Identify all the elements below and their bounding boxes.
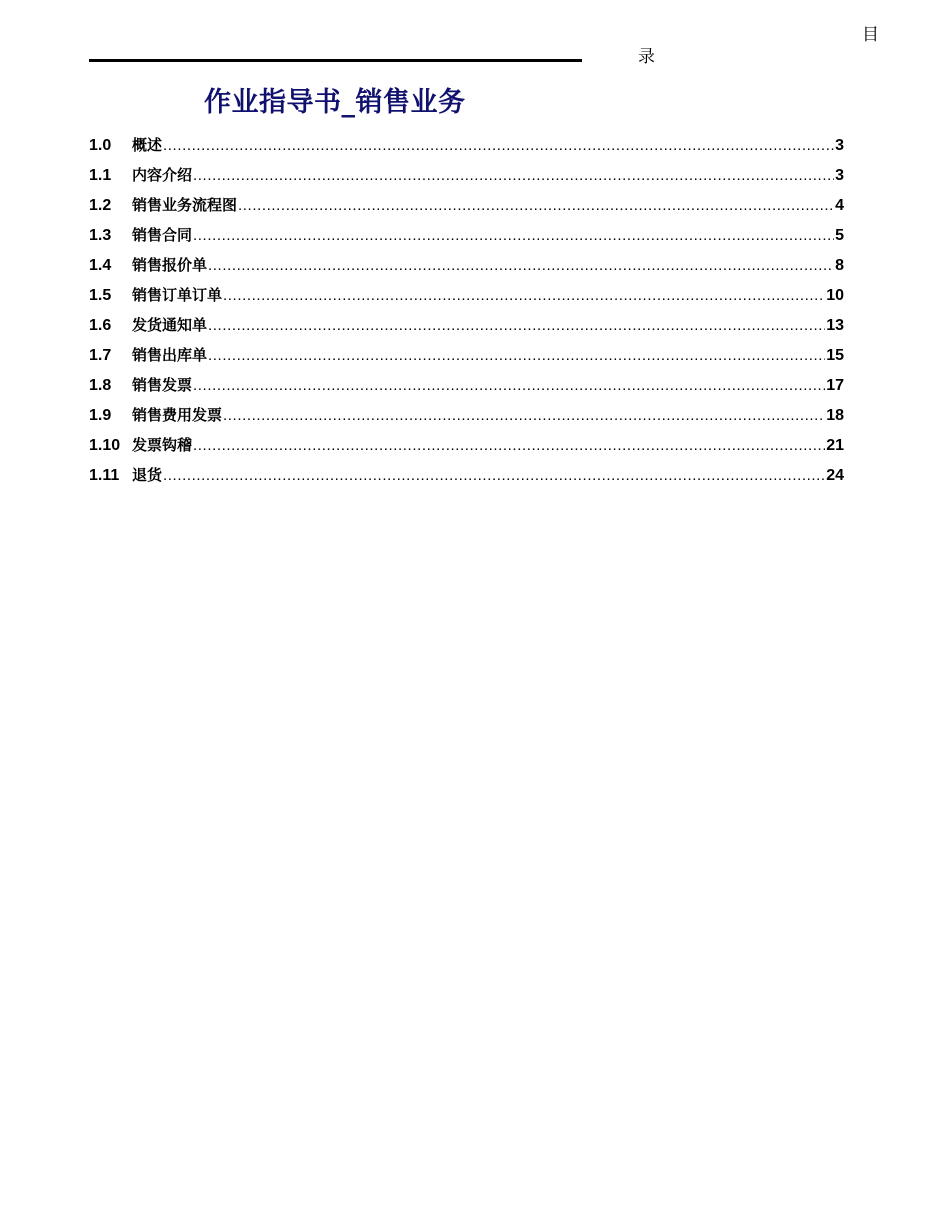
toc-dot-leader <box>208 347 825 364</box>
toc-entry-page: 13 <box>826 317 844 334</box>
toc-dot-leader <box>223 407 825 424</box>
toc-entry-title: 发货通知单 <box>132 316 208 334</box>
toc-entry[interactable] <box>89 464 844 494</box>
toc-dot-leader <box>208 257 834 274</box>
toc-dot-leader <box>193 227 834 244</box>
toc-dot-leader <box>238 197 834 214</box>
toc-entry-page: 15 <box>826 347 844 364</box>
toc-dot-leader <box>163 137 834 154</box>
toc-entry[interactable] <box>89 404 844 434</box>
toc-entry-page: 5 <box>835 227 844 244</box>
toc-entry-title: 销售业务流程图 <box>132 196 238 214</box>
toc-entry-number: 1.6 <box>89 317 112 334</box>
toc-dot-leader <box>208 317 825 334</box>
toc-entry-number: 1.2 <box>89 197 112 214</box>
toc-heading-char-mu: 目 <box>862 25 879 45</box>
toc-entry-title: 销售发票 <box>132 376 193 394</box>
toc-entry[interactable] <box>89 284 844 314</box>
toc-entry-title: 销售费用发票 <box>132 406 223 424</box>
toc-dot-leader <box>223 287 825 304</box>
toc-entry-page: 8 <box>835 257 844 274</box>
toc-dot-leader <box>193 377 825 394</box>
toc-entry[interactable] <box>89 134 844 164</box>
toc-entry-page: 3 <box>835 167 844 184</box>
toc-entry[interactable] <box>89 194 844 224</box>
toc-entry-page: 21 <box>826 437 844 454</box>
toc-entry-page: 17 <box>826 377 844 394</box>
toc-entry-number: 1.3 <box>89 227 112 244</box>
toc-entry-number: 1.0 <box>89 137 112 154</box>
toc-entry-number: 1.7 <box>89 347 112 364</box>
toc-dot-leader <box>193 437 825 454</box>
toc-entry[interactable] <box>89 434 844 464</box>
document-title: 作业指导书_销售业务 <box>204 87 466 118</box>
toc-entry-title: 概述 <box>132 136 163 154</box>
toc-entry-page: 10 <box>826 287 844 304</box>
toc-entry-title: 销售报价单 <box>132 256 208 274</box>
toc-entry-number: 1.11 <box>89 467 120 484</box>
header-divider <box>89 59 582 62</box>
toc-entry-title: 销售订单订单 <box>132 286 223 304</box>
toc-entry-title: 内容介绍 <box>132 166 193 184</box>
toc-entry-number: 1.4 <box>89 257 112 274</box>
toc-entry-page: 24 <box>826 467 844 484</box>
toc-entry-page: 18 <box>826 407 844 424</box>
toc-entry-title: 退货 <box>132 466 163 484</box>
toc-dot-leader <box>163 467 825 484</box>
toc-entry[interactable] <box>89 374 844 404</box>
toc-entry-title: 发票钩稽 <box>132 436 193 454</box>
toc-entry-number: 1.5 <box>89 287 112 304</box>
toc-entry-number: 1.9 <box>89 407 112 424</box>
toc-entry-number: 1.8 <box>89 377 112 394</box>
toc-heading-char-lu: 录 <box>638 47 655 67</box>
toc-entry[interactable] <box>89 254 844 284</box>
toc-entry-title: 销售出库单 <box>132 346 208 364</box>
toc-entry-number: 1.1 <box>89 167 112 184</box>
toc-entry[interactable] <box>89 344 844 374</box>
toc-dot-leader <box>193 167 834 184</box>
toc-entry[interactable] <box>89 164 844 194</box>
toc-entry-number: 1.10 <box>89 437 121 454</box>
toc-entry-page: 3 <box>835 137 844 154</box>
table-of-contents <box>89 134 844 494</box>
toc-entry-page: 4 <box>835 197 844 214</box>
toc-entry-title: 销售合同 <box>132 226 193 244</box>
toc-entry[interactable] <box>89 314 844 344</box>
toc-entry[interactable] <box>89 224 844 254</box>
